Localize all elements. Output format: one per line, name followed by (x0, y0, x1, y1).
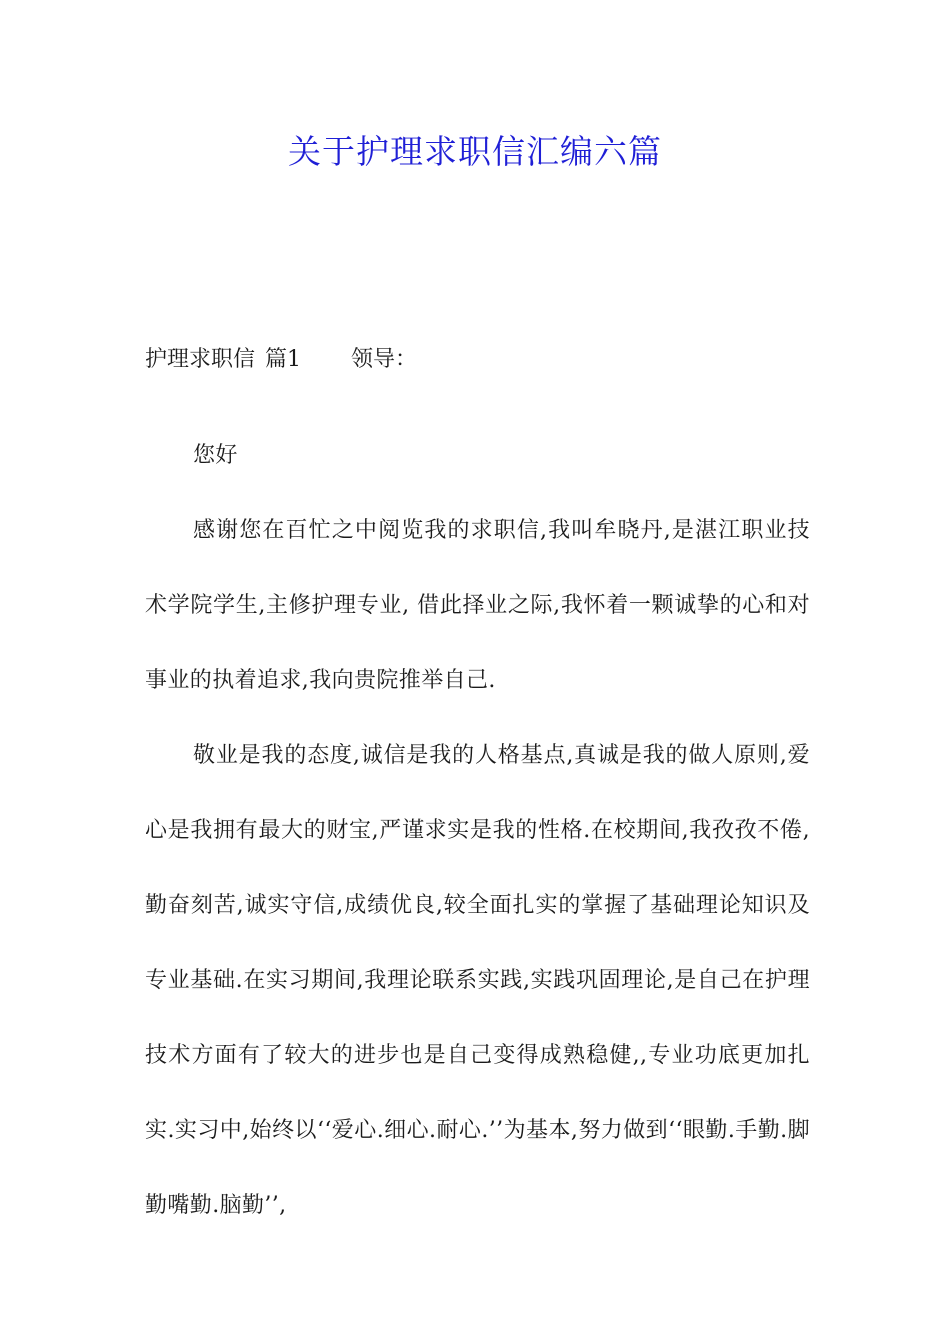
salutation: 领导： (351, 347, 418, 372)
document-title: 关于护理求职信汇编六篇 (288, 132, 662, 171)
heading-section: 篇1 (265, 347, 302, 372)
paragraph-introduction: 感谢您在百忙之中阅览我的求职信,我叫牟晓丹,是湛江职业技术学院学生,主修护理专业, 借此择业之际,我怀着一颗诚挚的心和对事业的执着追求,我向贵院推举自己. (145, 518, 810, 693)
paragraph-character: 敬业是我的态度,诚信是我的人格基点,真诚是我的做人原则,爱心是我拥有最大的财宝,严谨求实是我的性格.在校期间,我孜孜不倦,勤奋刻苦,诚实守信,成绩优良,较全面扎实的掌握了基础理论知识及专业基础.在实习期间,我理论联系实践,实践巩固理论,是自己在护理技术方面有了较大的进步也是自己变得成熟稳健,,专业功底更加扎实.实习中,始终以‘‘爱心.细心.耐心.’’为基本,努力做到‘‘眼勤.手勤.脚勤嘴勤.脑勤’’, (145, 743, 810, 1218)
letter-body (145, 418, 810, 1243)
letter-heading (145, 343, 417, 377)
heading-label: 护理求职信 (145, 347, 256, 372)
paragraph-greeting: 您好 (193, 443, 238, 468)
